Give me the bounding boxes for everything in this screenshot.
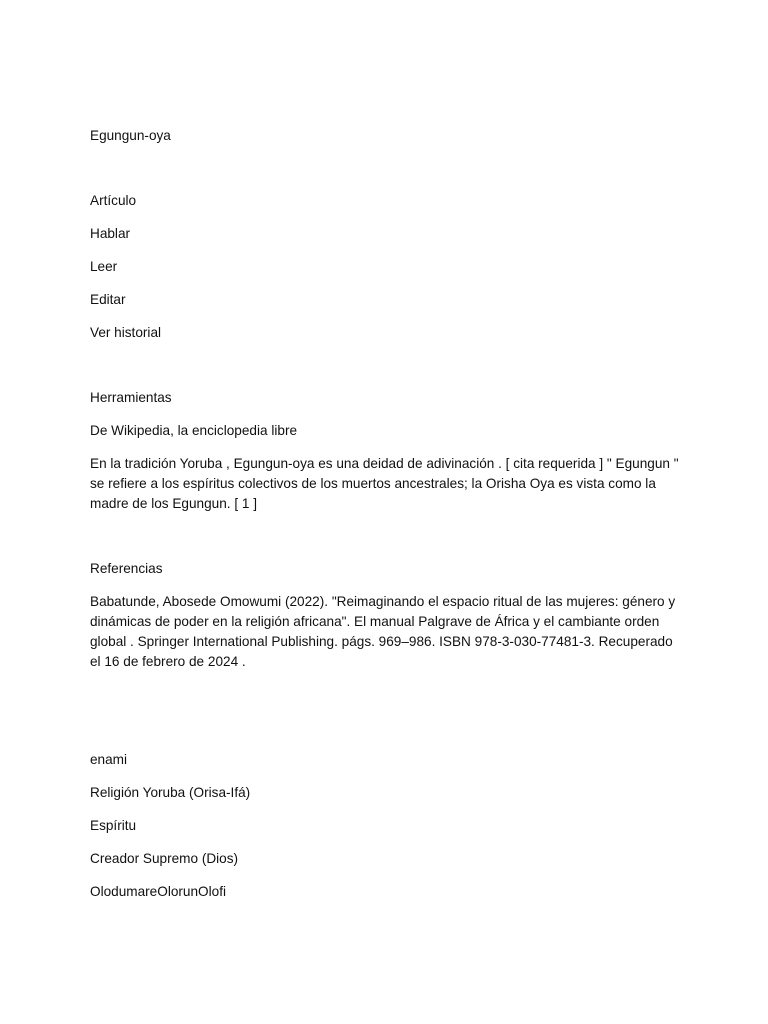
nav-leer-link[interactable]: Leer xyxy=(90,259,118,274)
infobox-item-espiritu: Espíritu xyxy=(90,818,137,833)
article-title: Egungun-oya xyxy=(90,128,171,143)
references-heading: Referencias xyxy=(90,561,163,576)
infobox-item-creador: Creador Supremo (Dios) xyxy=(90,851,239,866)
nav-editar-link[interactable]: Editar xyxy=(90,292,126,307)
infobox-item-olodumare: OlodumareOlorunOlofi xyxy=(90,884,226,899)
nav-articulo-link[interactable]: Artículo xyxy=(90,193,137,208)
infobox-item-enami: enami xyxy=(90,752,128,767)
nav-ver-historial-link[interactable]: Ver historial xyxy=(90,325,162,340)
infobox-item-religion: Religión Yoruba (Orisa-Ifá) xyxy=(90,785,251,800)
reference-item: Babatunde, Abosede Omowumi (2022). "Reimaginando el espacio ritual de las mujeres: género y dinámicas de poder en la religión africana". El manual Palgrave de África y el cambiante orden global . Springer International Publishing. págs. 969–986. ISBN 978-3-030-77481-3. Recuperado el 16 de febrero de 2024 . xyxy=(90,594,676,669)
document-page xyxy=(90,126,682,915)
tools-menu[interactable]: Herramientas xyxy=(90,390,172,405)
site-tagline: De Wikipedia, la enciclopedia libre xyxy=(90,423,298,438)
article-paragraph: En la tradición Yoruba , Egungun-oya es una deidad de adivinación . [ cita requerida ] " Egungun " se refiere a los espíritus colectivos de los muertos ancestrales; la Orisha Oya es vista como la madre de los Egungun. [ 1 ] xyxy=(90,456,679,511)
nav-hablar-link[interactable]: Hablar xyxy=(90,226,131,241)
